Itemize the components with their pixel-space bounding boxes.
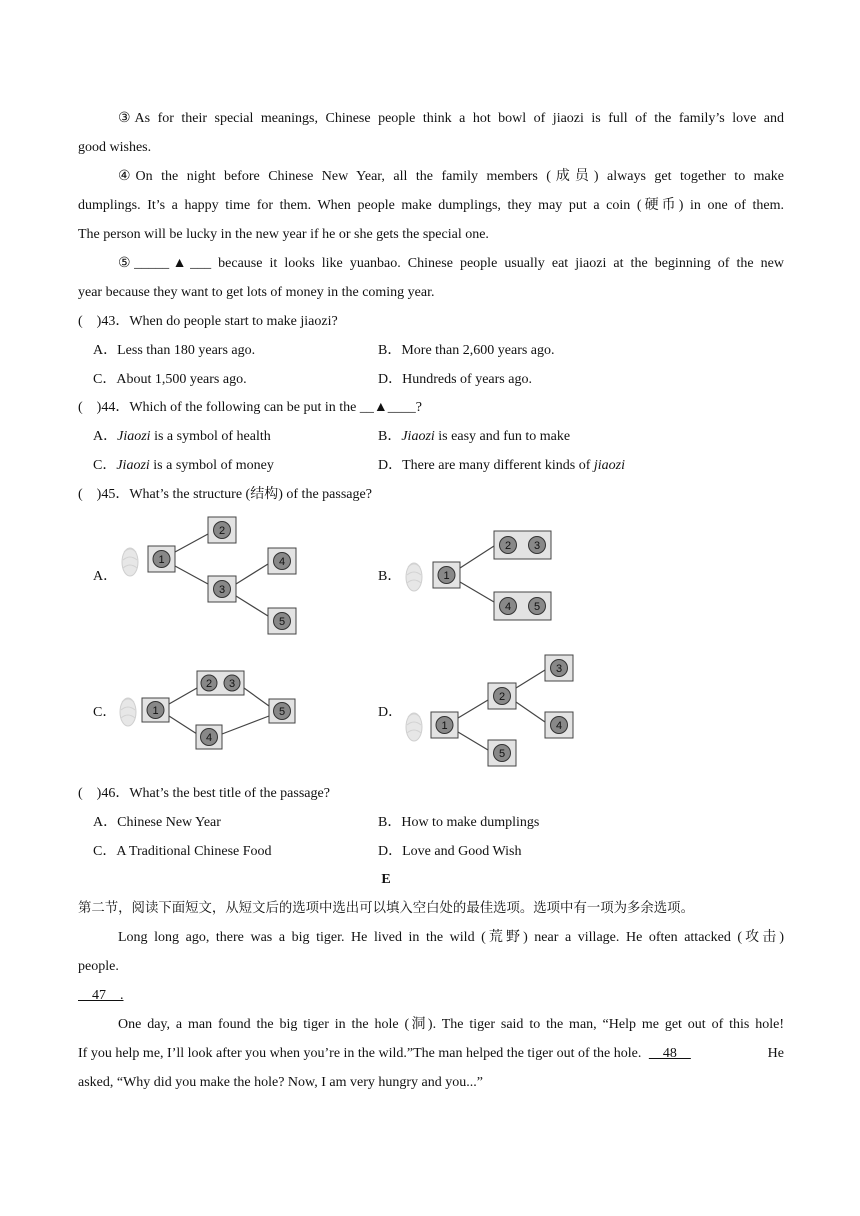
node-2 <box>488 683 516 709</box>
node-5 <box>488 740 516 766</box>
story-paragraph-1-line-2: people. <box>78 959 119 974</box>
section-instruction: 第二节，阅读下面短文，从短文后的选项中选出可以填入空白处的最佳选项。选项中有一项为多余选项。 <box>78 901 694 916</box>
node-2-3 <box>197 671 244 695</box>
question-43-option-c: C．About 1,500 years ago. <box>93 372 247 387</box>
option-text: D．There are many different kinds of <box>378 458 594 473</box>
story-paragraph-2-line-2 <box>78 1044 784 1064</box>
story-paragraph-1-line-1: Long long ago, there was a big tiger. He lived in the wild (荒野) near a village. He often attacked (攻击) <box>118 930 784 945</box>
svg-text:5: 5 <box>498 748 506 760</box>
node-5 <box>269 699 295 723</box>
dumpling-icon <box>406 563 422 591</box>
story-text: If you help me, I’ll look after you when you’re in the wild.”The man helped the tiger out of the hole. <box>78 1046 642 1061</box>
question-44-option-c <box>93 456 274 476</box>
svg-text:2: 2 <box>218 525 226 537</box>
dumpling-icon <box>406 713 422 741</box>
structure-diagram-b <box>400 524 560 624</box>
svg-text:2: 2 <box>504 540 512 552</box>
node-4-5 <box>494 592 551 620</box>
blank-47-text: 47 . <box>78 988 124 1003</box>
question-46-option-d: D．Love and Good Wish <box>378 844 522 859</box>
svg-text:5: 5 <box>278 706 286 718</box>
question-46-stem: ( )46．What’s the best title of the passage? <box>78 786 330 801</box>
svg-text:4: 4 <box>278 556 286 568</box>
question-43-option-d: D．Hundreds of years ago. <box>378 372 532 387</box>
node-1 <box>433 562 460 588</box>
node-4 <box>545 712 573 738</box>
svg-text:2: 2 <box>498 691 506 703</box>
question-43-option-a: A．Less than 180 years ago. <box>93 343 256 358</box>
option-text: is a symbol of health <box>150 429 271 444</box>
option-text: is easy and fun to make <box>434 429 571 444</box>
option-italic-word: Jiaozi <box>401 429 435 444</box>
svg-text:3: 3 <box>555 663 563 675</box>
question-43-option-b: B．More than 2,600 years ago. <box>378 343 555 358</box>
node-1 <box>148 546 175 572</box>
svg-text:5: 5 <box>278 616 286 628</box>
svg-text:5: 5 <box>533 601 541 613</box>
paragraph-4-line-3: The person will be lucky in the new year if he or she gets the special one. <box>78 227 489 242</box>
story-paragraph-2-line-3: asked, “Why did you make the hole? Now, I am very hungry and you...” <box>78 1075 483 1090</box>
connector-lines <box>175 534 268 616</box>
section-heading: E <box>381 872 391 887</box>
option-letter: A． <box>93 429 118 444</box>
question-45-option-b-label: B． <box>378 569 402 584</box>
option-letter: B． <box>378 429 402 444</box>
connector-lines <box>460 546 494 602</box>
svg-text:3: 3 <box>228 678 236 690</box>
structure-diagram-c <box>112 666 302 756</box>
paragraph-3-line-2: good wishes. <box>78 140 152 155</box>
node-3 <box>208 576 236 602</box>
question-45-option-a-label: A． <box>93 569 118 584</box>
option-italic-word: Jiaozi <box>116 458 150 473</box>
question-45-option-d-label: D． <box>378 705 403 720</box>
question-44-option-d <box>378 456 625 476</box>
paragraph-5-line-1: ⑤_____▲___ because it looks like yuanbao. Chinese people usually eat jiaozi at the beginning of the new <box>118 256 784 271</box>
paragraph-4-line-1: ④On the night before Chinese New Year, all the family members (成员) always get together to make <box>118 169 784 184</box>
question-45-stem: ( )45．What’s the structure (结构) of the passage? <box>78 487 372 502</box>
question-44-option-a <box>93 427 271 447</box>
question-45-option-c-label: C． <box>93 705 117 720</box>
question-43-stem: ( )43．When do people start to make jiaozi? <box>78 314 338 329</box>
node-4 <box>268 548 296 574</box>
option-italic-word: jiaozi <box>593 458 626 473</box>
option-letter: C． <box>93 458 117 473</box>
svg-text:2: 2 <box>205 678 213 690</box>
svg-text:4: 4 <box>504 601 512 613</box>
question-46-option-a: A．Chinese New Year <box>93 815 221 830</box>
story-text: He <box>767 1046 784 1061</box>
paragraph-5-line-2: year because they want to get lots of money in the coming year. <box>78 285 435 300</box>
connector-lines <box>458 670 545 750</box>
node-4 <box>196 725 222 749</box>
svg-text:4: 4 <box>555 720 563 732</box>
blank-47 <box>78 986 784 1006</box>
svg-text:1: 1 <box>152 705 159 717</box>
svg-text:3: 3 <box>218 584 226 596</box>
story-paragraph-2-line-1: One day, a man found the big tiger in the hole (洞). The tiger said to the man, “Help me get out of this hole! <box>118 1017 784 1032</box>
question-44-option-b <box>378 427 570 447</box>
svg-text:1: 1 <box>441 720 448 732</box>
paragraph-3-line-1: ③As for their special meanings, Chinese people think a hot bowl of jiaozi is full of the family’s love and <box>118 111 784 126</box>
option-text: is a symbol of money <box>149 458 274 473</box>
structure-diagram-a <box>116 512 306 640</box>
node-1 <box>142 698 169 722</box>
svg-text:1: 1 <box>443 570 450 582</box>
question-44-stem: ( )44．Which of the following can be put in the __▲____? <box>78 400 422 415</box>
option-italic-word: Jiaozi <box>117 429 151 444</box>
svg-text:4: 4 <box>205 732 213 744</box>
node-1 <box>431 712 458 738</box>
question-46-option-b: B．How to make dumplings <box>378 815 540 830</box>
node-5 <box>268 608 296 634</box>
node-2-3 <box>494 531 551 559</box>
paragraph-4-line-2: dumplings. It’s a happy time for them. When people make dumplings, they may put a coin (硬币) in one of them. <box>78 198 784 213</box>
node-2 <box>208 517 236 543</box>
svg-text:1: 1 <box>158 554 165 566</box>
dumpling-icon <box>120 698 136 726</box>
question-46-option-c: C．A Traditional Chinese Food <box>93 844 272 859</box>
blank-48: 48 <box>648 1046 691 1061</box>
node-3 <box>545 655 573 681</box>
dumpling-icon <box>122 548 138 576</box>
svg-text:3: 3 <box>533 540 541 552</box>
structure-diagram-d <box>400 652 580 770</box>
